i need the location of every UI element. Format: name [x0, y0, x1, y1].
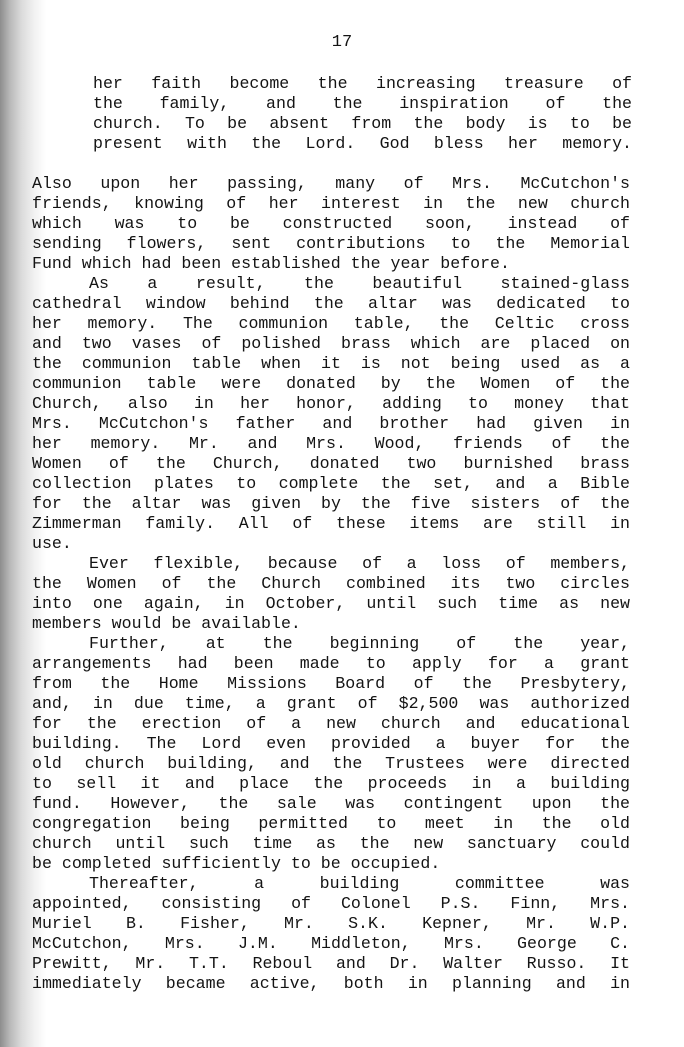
body-line: the communion table when it is not being used as a: [32, 354, 630, 373]
body-line: Mrs. McCutchon's father and brother had given in: [32, 414, 630, 433]
body-line: McCutchon, Mrs. J.M. Middleton, Mrs. George C.: [32, 934, 630, 953]
body-line: and, in due time, a grant of $2,500 was authorized: [32, 694, 630, 713]
body-line: arrangements had been made to apply for a grant: [32, 654, 630, 673]
body-line: church until such time as the new sanctuary could: [32, 834, 630, 853]
body-text: [32, 174, 630, 994]
body-line: for the altar was given by the five sisters of the: [32, 494, 630, 513]
body-line: the Women of the Church combined its two circles: [32, 574, 630, 593]
body-line: and two vases of polished brass which are placed on: [32, 334, 630, 353]
body-line: communion table were donated by the Women of the: [32, 374, 630, 393]
body-line: immediately became active, both in planning and in: [32, 974, 630, 993]
page-number: 17: [331, 33, 353, 52]
body-line: into one again, in October, until such time as new: [32, 594, 630, 613]
body-line: old church building, and the Trustees were directed: [32, 754, 630, 773]
body-line: congregation being permitted to meet in the old: [32, 814, 630, 833]
body-line: members would be available.: [32, 614, 301, 633]
quote-line: church. To be absent from the body is to be: [93, 114, 632, 133]
body-line: her memory. The communion table, the Celtic cross: [32, 314, 630, 333]
body-line: Thereafter, a building committee was: [89, 874, 630, 893]
body-line: from the Home Missions Board of the Presbytery,: [32, 674, 630, 693]
body-line: fund. However, the sale was contingent upon the: [32, 794, 630, 813]
body-line: which was to be constructed soon, instead of: [32, 214, 630, 233]
quote-line: present with the Lord. God bless her memory.: [93, 134, 632, 153]
body-line: for the erection of a new church and educational: [32, 714, 630, 733]
body-line: cathedral window behind the altar was dedicated to: [32, 294, 630, 313]
body-line: building. The Lord even provided a buyer for the: [32, 734, 630, 753]
body-line: Muriel B. Fisher, Mr. S.K. Kepner, Mr. W.P.: [32, 914, 630, 933]
body-line: Church, also in her honor, adding to money that: [32, 394, 630, 413]
body-line: friends, knowing of her interest in the new church: [32, 194, 630, 213]
body-line: As a result, the beautiful stained-glass: [89, 274, 630, 293]
body-line: Zimmerman family. All of these items are still in: [32, 514, 630, 533]
body-line: Further, at the beginning of the year,: [89, 634, 630, 653]
body-line: use.: [32, 534, 72, 553]
body-line: Fund which had been established the year before.: [32, 254, 510, 273]
body-line: her memory. Mr. and Mrs. Wood, friends of the: [32, 434, 630, 453]
body-line: Prewitt, Mr. T.T. Reboul and Dr. Walter Russo. It: [32, 954, 630, 973]
body-line: Ever flexible, because of a loss of members,: [89, 554, 630, 573]
body-line: collection plates to complete the set, and a Bible: [32, 474, 630, 493]
quote-line: her faith become the increasing treasure of: [93, 74, 632, 93]
body-line: to sell it and place the proceeds in a building: [32, 774, 630, 793]
quote-block: [93, 74, 632, 154]
quote-line: the family, and the inspiration of the: [93, 94, 632, 113]
body-line: Also upon her passing, many of Mrs. McCutchon's: [32, 174, 630, 193]
body-line: appointed, consisting of Colonel P.S. Finn, Mrs.: [32, 894, 630, 913]
body-line: be completed sufficiently to be occupied.: [32, 854, 441, 873]
body-line: sending flowers, sent contributions to the Memorial: [32, 234, 630, 253]
body-line: Women of the Church, donated two burnished brass: [32, 454, 630, 473]
